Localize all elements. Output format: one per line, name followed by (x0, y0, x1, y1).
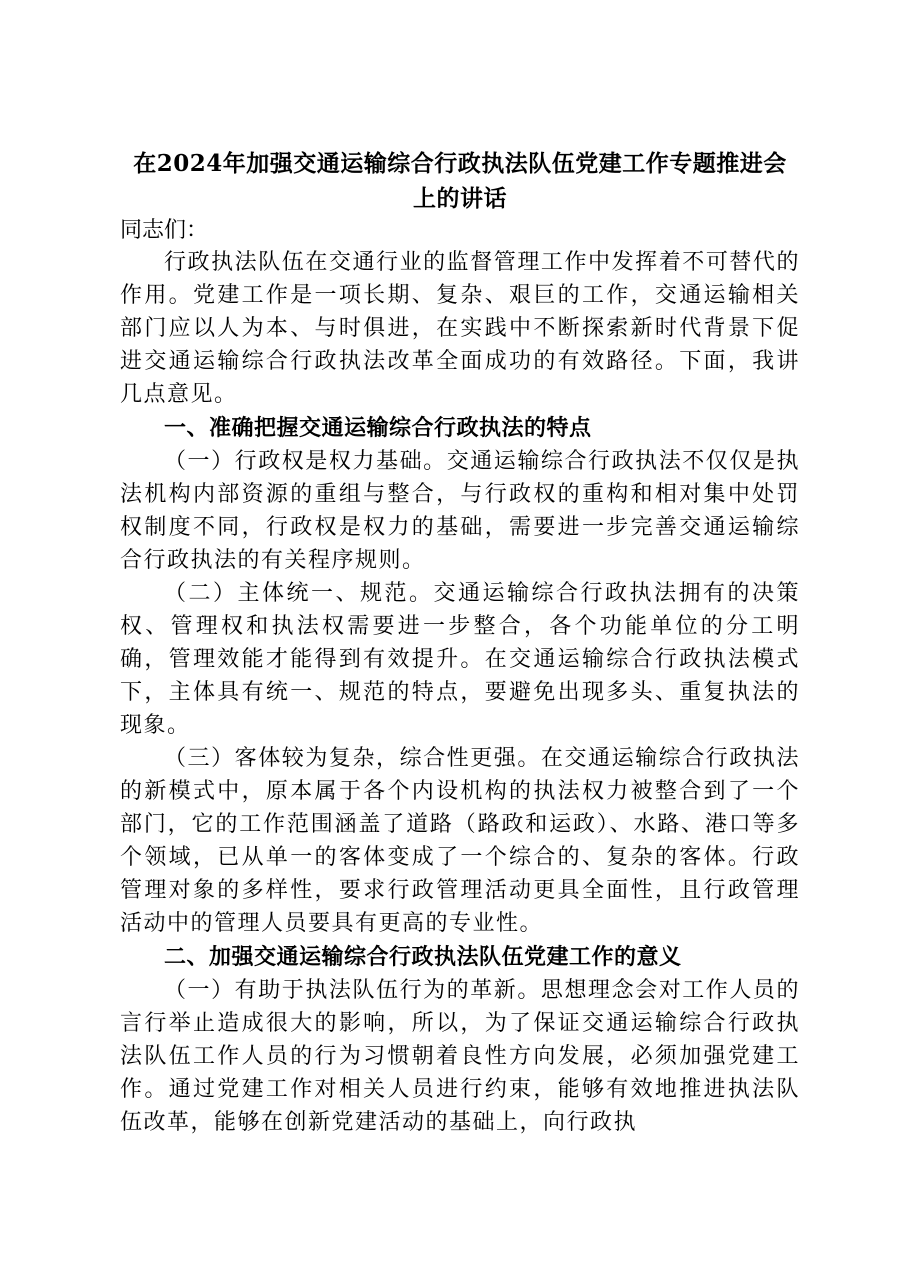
section-1-item-1 (120, 445, 800, 577)
section-2-item-1 (120, 974, 800, 1139)
item-body: 思想理念会对工作人员的言行举止造成很大的影响，所以，为了保证交通运输综合行政执法队伍工作人员的行为习惯朝着良性方向发展，必须加强党建工作。通过党建工作对相关人员进行约束，能够有效地推进执法队伍改革，能够在创新党建活动的基础上，向行政执 (120, 978, 800, 1135)
item-lead: （三）客体较为复杂，综合性更强。 (164, 746, 541, 771)
section-1-heading: 一、准确把握交通运输综合行政执法的特点 (164, 415, 592, 441)
document-body (120, 146, 800, 1139)
section-1-item-3 (120, 742, 800, 940)
item-body: 交通运输综合行政执法拥有的决策权、管理权和执法权需要进一步整合，各个功能单位的分工明确，管理效能才能得到有效提升。在交通运输综合行政执法模式下，主体具有统一、规范的特点，要避免出现多头、重复执法的现象。 (120, 581, 800, 738)
item-body: 交通运输综合行政执法不仅仅是执法机构内部资源的重组与整合，与行政权的重构和相对集中处罚权制度不同，行政权是权力的基础，需要进一步完善交通运输综合行政执法的有关程序规则。 (120, 449, 800, 573)
intro-paragraph: 行政执法队伍在交通行业的监督管理工作中发挥着不可替代的作用。党建工作是一项长期、复杂、艰巨的工作，交通运输相关部门应以人为本、与时俱进，在实践中不断探索新时代背景下促进交通运输综合行政执法改革全面成功的有效路径。下面，我讲几点意见。 (120, 250, 800, 407)
salutation: 同志们： (120, 218, 209, 243)
section-2-heading: 二、加强交通运输综合行政执法队伍党建工作的意义 (164, 944, 682, 970)
section-1-item-2 (120, 577, 800, 742)
item-lead: （一）行政权是权力基础。 (164, 449, 447, 474)
title-line-1: 在2024年加强交通运输综合行政执法队伍党建工作专题推进会 (133, 150, 787, 177)
title-line-2: 上的讲话 (413, 185, 507, 212)
item-lead: （一）有助于执法队伍行为的革新。 (164, 978, 541, 1003)
item-body: 在交通运输综合行政执法的新模式中，原本属于各个内设机构的执法权力被整合到了一个部门，它的工作范围涵盖了道路（路政和运政）、水路、港口等多个领域，已从单一的客体变成了一个综合的、复杂的客体。行政管理对象的多样性，要求行政管理活动更具全面性，且行政管理活动中的管理人员要具有更高的专业性。 (120, 746, 800, 936)
document-title (120, 146, 800, 216)
item-lead: （二）主体统一、规范。 (164, 581, 434, 606)
